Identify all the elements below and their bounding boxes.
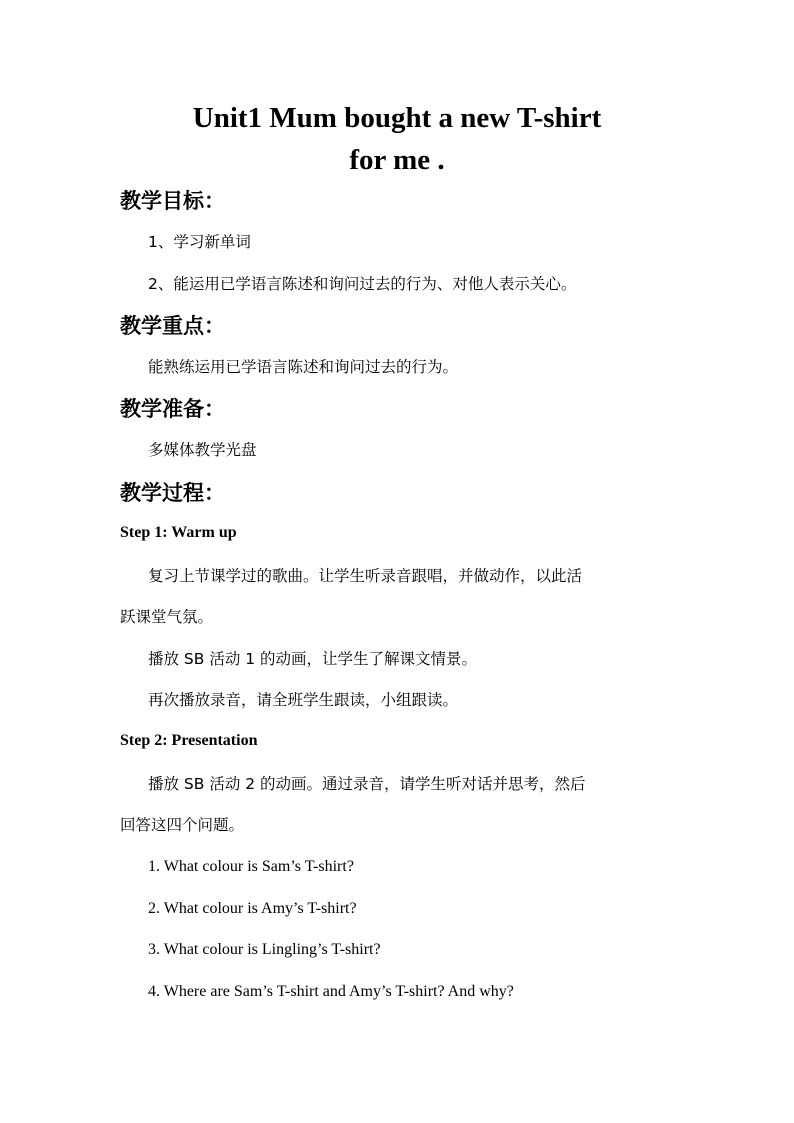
step-1-paragraph-1-line-2: 跃课堂气氛。 — [120, 608, 214, 626]
objectives-heading: 教学目标： — [120, 189, 225, 213]
objective-item-1: 1、学习新单词 — [148, 233, 251, 251]
step-2-paragraph-1-line-1: 播放 SB 活动 2 的动画。通过录音，请学生听对话并思考，然后 — [148, 775, 586, 793]
preparation-heading: 教学准备： — [120, 397, 225, 421]
step-1-title: Step 1: Warm up — [120, 524, 237, 541]
objective-item-2: 2、能运用已学语言陈述和询问过去的行为、对他人表示关心。 — [148, 275, 577, 293]
question-2: 2. What colour is Amy’s T-shirt? — [148, 900, 357, 917]
step-1-paragraph-2: 播放 SB 活动 1 的动画，让学生了解课文情景。 — [148, 650, 478, 668]
step-2-paragraph-1-line-2: 回答这四个问题。 — [120, 816, 245, 834]
question-1: 1. What colour is Sam’s T-shirt? — [148, 858, 354, 875]
document-title-line-2: for me . — [349, 144, 445, 176]
preparation-text: 多媒体教学光盘 — [148, 441, 257, 459]
question-3: 3. What colour is Lingling’s T-shirt? — [148, 941, 381, 958]
question-4: 4. Where are Sam’s T-shirt and Amy’s T-shirt? And why? — [148, 983, 514, 1000]
process-heading: 教学过程： — [120, 481, 225, 505]
key-points-text: 能熟练运用已学语言陈述和询问过去的行为。 — [148, 358, 459, 376]
step-2-title: Step 2: Presentation — [120, 732, 258, 749]
step-1-paragraph-3: 再次播放录音，请全班学生跟读，小组跟读。 — [148, 691, 459, 709]
document-title-line-1: Unit1 Mum bought a new T-shirt — [192, 102, 602, 134]
key-points-heading: 教学重点： — [120, 314, 225, 338]
step-1-paragraph-1-line-1: 复习上节课学过的歌曲。让学生听录音跟唱，并做动作，以此活 — [148, 567, 583, 585]
